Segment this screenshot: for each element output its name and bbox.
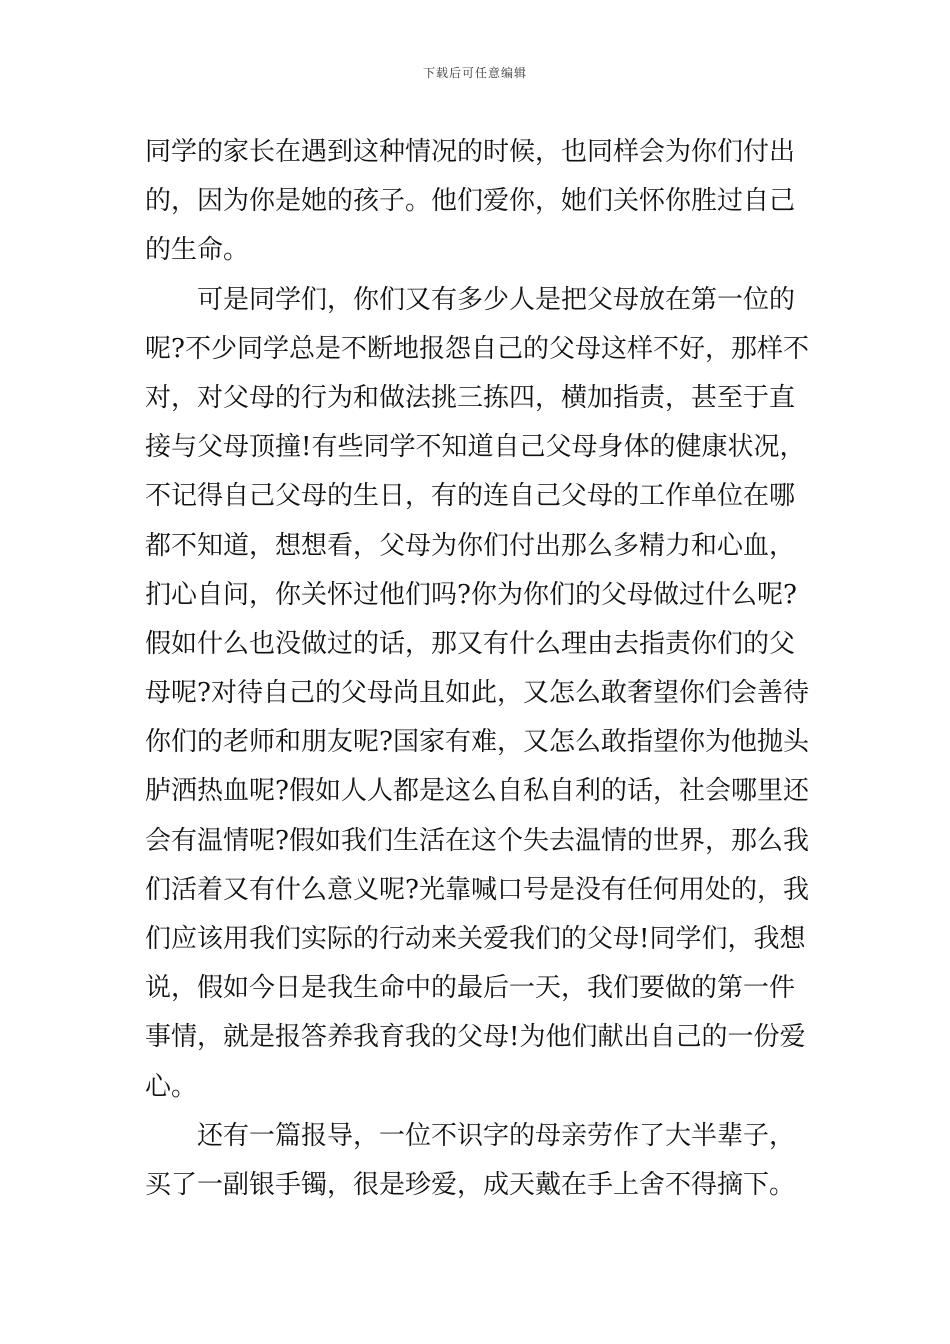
text-line: 说，假如今日是我生命中的最后一天，我们要做的第一件	[145, 973, 796, 1004]
text-line: 对，对父母的行为和做法挑三拣四，横加指责，甚至于直	[145, 382, 796, 413]
text-line: 的生命。	[145, 235, 250, 266]
text-line: 可是同学们，你们又有多少人是把父母放在第一位的	[197, 284, 796, 315]
text-line: 心。	[145, 1071, 198, 1102]
text-line: 的，因为你是她的孩子。他们爱你，她们关怀你胜过自己	[145, 186, 796, 217]
text-line: 会有温情呢?假如我们生活在这个失去温情的世界，那么我	[145, 825, 809, 856]
body-text	[145, 128, 810, 1210]
text-line: 你们的老师和朋友呢?国家有难，又怎么敢指望你为他抛头	[145, 727, 809, 758]
text-line: 同学的家长在遇到这种情况的时候，也同样会为你们付出	[145, 137, 796, 167]
text-line: 事情，就是报答养我育我的父母!为他们献出自己的一份爱	[145, 1022, 806, 1053]
text-line: 胪洒热血呢?假如人人都是这么自私自利的话，社会哪里还	[145, 776, 809, 807]
text-line: 不记得自己父母的生日，有的连自己父母的工作单位在哪	[145, 481, 796, 512]
text-line: 母呢?对待自己的父母尚且如此，又怎么敢奢望你们会善待	[145, 678, 809, 709]
text-line: 们活着又有什么意义呢?光靠喊口号是没有任何用处的，我	[145, 874, 809, 905]
page-header-note: 下载后可任意编辑	[422, 66, 527, 80]
text-line: 接与父母顶撞!有些同学不知道自己父母身体的健康状况，	[145, 432, 806, 463]
text-line: 假如什么也没做过的话，那又有什么理由去指责你们的父	[145, 628, 796, 659]
text-line: 还有一篇报导，一位不识字的母亲劳作了大半辈子，	[197, 1120, 796, 1151]
text-line: 都不知道，想想看，父母为你们付出那么多精力和心血，	[145, 530, 796, 561]
text-line: 买了一副银手镯，很是珍爱，成天戴在手上舍不得摘下。	[145, 1169, 796, 1200]
text-line: 扪心自问，你关怀过他们吗?你为你们的父母做过什么呢?	[145, 579, 797, 610]
text-line: 呢?不少同学总是不断地报怨自己的父母这样不好，那样不	[145, 333, 809, 364]
text-line: 们应该用我们实际的行动来关爱我们的父母!同学们，我想	[145, 924, 806, 954]
